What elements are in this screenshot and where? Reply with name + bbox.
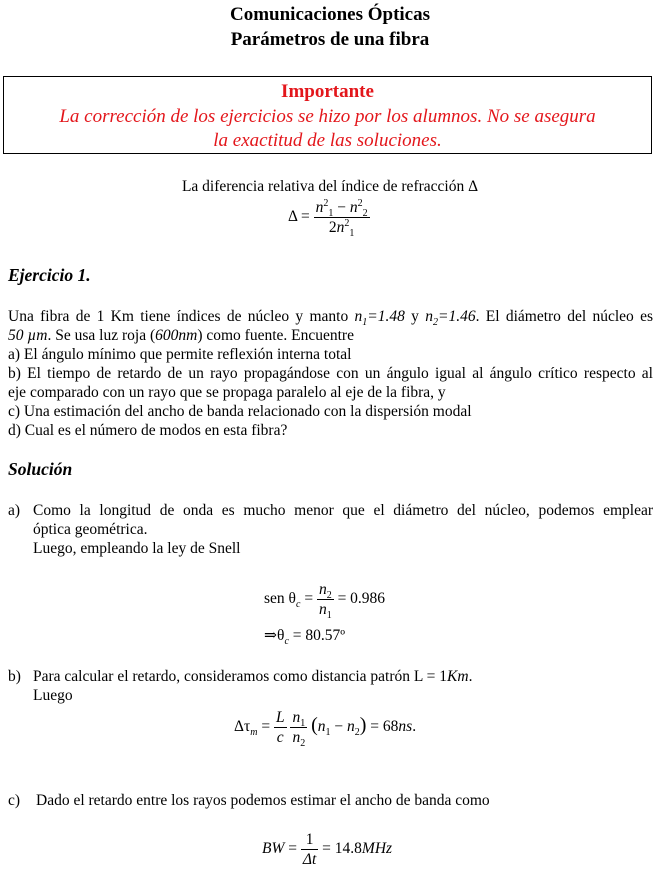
sub: 2 — [300, 738, 306, 750]
bandwidth-formula — [262, 830, 392, 869]
fraction-denominator — [274, 727, 287, 747]
sub: 1 — [349, 228, 355, 240]
text: Para calcular el retardo, consideramos como distancia patrón L = 1 — [33, 668, 448, 685]
close-paren: ) — [359, 714, 367, 737]
n-var: n — [349, 199, 358, 216]
sub: 1 — [328, 208, 334, 220]
statement-line2 — [8, 326, 653, 345]
label-a: a) — [8, 502, 21, 519]
c-var: c — [276, 729, 284, 746]
solution-b-line1 — [33, 667, 653, 686]
sub: 2 — [354, 727, 360, 739]
snell-fraction — [317, 580, 334, 622]
snell-formula — [264, 580, 386, 622]
delay-fraction-2 — [290, 708, 307, 750]
n-var: n — [336, 219, 345, 236]
n1-var: n — [354, 308, 363, 325]
bw-result: = 14.8 — [322, 840, 362, 858]
snell-denominator — [317, 600, 334, 622]
n2-var: n — [425, 308, 433, 325]
sub: 1 — [300, 718, 306, 730]
label-c: c) — [8, 792, 21, 809]
dt-var: Δt — [302, 851, 317, 868]
sub: 2 — [326, 590, 332, 602]
n-var: n — [292, 729, 301, 746]
n-var: n — [318, 581, 327, 598]
n-var: n — [315, 199, 324, 216]
delta-denominator — [314, 217, 370, 240]
solution-c-line1: Dado el retardo entre los rayos podemos estimar el ancho de banda como — [36, 792, 490, 809]
minus: − — [337, 199, 346, 216]
sub: 1 — [325, 727, 331, 739]
fraction-denominator — [301, 850, 318, 869]
n2-value: =1.46 — [437, 308, 476, 325]
sub: 2 — [432, 317, 438, 329]
notice-text-line2: la exactitud de las soluciones. — [213, 130, 442, 151]
km-unit: Km — [447, 668, 469, 685]
diameter-value: 50 — [8, 327, 28, 344]
delay-formula — [234, 708, 417, 750]
minus: − — [334, 718, 344, 736]
equals-sign: = — [261, 718, 271, 736]
solution-heading: Solución — [8, 459, 73, 479]
equals-sign: = — [288, 840, 298, 858]
solution-a-line1: Como la longitud de onda es mucho menor que el diámetro del núcleo, podemos emplear — [33, 502, 653, 519]
exercise-statement — [8, 307, 653, 440]
snell-result: = 0.986 — [337, 590, 386, 608]
angle-value: = 80.57º — [292, 627, 346, 644]
bw-var: BW — [262, 840, 285, 858]
sub: 2 — [362, 208, 368, 220]
question-d: d) Cual es el número de modos en esta fibra? — [8, 422, 288, 439]
solution-a-line3: Luego, empleando la ley de Snell — [33, 540, 241, 557]
definition-intro: La diferencia relativa del índice de refracción Δ — [181, 178, 479, 195]
notice-box — [3, 76, 652, 154]
delta-symbol: Δ — [288, 208, 298, 226]
sub: 1 — [362, 317, 368, 329]
notice-heading: Importante — [281, 81, 374, 102]
delta-tau: Δτ — [234, 718, 251, 736]
theta: θ — [277, 627, 285, 644]
solution-b — [8, 667, 653, 705]
text: ) como fuente. Encuentre — [197, 327, 354, 344]
sub: 1 — [326, 610, 332, 622]
text: . — [412, 718, 417, 736]
sub: c — [284, 636, 289, 648]
text: . Se usa luz roja ( — [47, 327, 156, 344]
delta-numerator — [314, 198, 370, 218]
question-b-cont: eje comparado con un rayo que se propaga paralelo al eje de la fibra, y — [8, 384, 446, 401]
sen: sen — [264, 590, 285, 608]
mhz-unit: MHz — [361, 840, 393, 858]
equals-sign: = — [304, 590, 314, 608]
n-var: n — [292, 709, 301, 726]
label-b: b) — [8, 668, 21, 685]
wavelength-value: 600nm — [155, 327, 198, 344]
question-a: a) El ángulo mínimo que permite reflexión interna total — [8, 346, 352, 363]
sub: m — [250, 727, 258, 739]
sub: c — [295, 599, 301, 611]
sup: 2 — [344, 217, 350, 229]
notice-text-line1: La corrección de los ejercicios se hizo por los alumnos. No se asegura — [59, 106, 596, 127]
L-var: L — [275, 709, 285, 726]
solution-b-line2: Luego — [33, 687, 73, 704]
fraction-denominator — [290, 728, 307, 750]
fraction-numerator — [274, 708, 287, 727]
n-var: n — [346, 718, 355, 736]
question-c: c) Una estimación del ancho de banda relacionado con la dispersión modal — [8, 403, 472, 420]
n-var: n — [318, 601, 327, 618]
text: . El diámetro del núcleo es — [475, 308, 654, 325]
n1-value: =1.48 — [367, 308, 405, 325]
fraction-numerator: 1 — [301, 830, 318, 850]
delay-result: = 68 — [370, 718, 399, 736]
n-var: n — [317, 718, 326, 736]
sup: 2 — [357, 197, 363, 209]
exercise-heading: Ejercicio 1. — [8, 265, 91, 285]
critical-angle — [264, 626, 346, 648]
micron-unit: µm — [27, 327, 48, 344]
solution-a-line2: óptica geométrica. — [33, 521, 148, 538]
text: Una fibra de 1 Km tiene índices de núcleo y manto — [8, 308, 355, 325]
delta-formula — [288, 197, 370, 240]
page-subtitle: Parámetros de una fibra — [230, 29, 430, 50]
equals-sign: = — [301, 208, 310, 226]
ns-unit: ns — [398, 718, 413, 736]
open-paren: ( — [311, 714, 318, 737]
implies-symbol: ⇒ — [264, 627, 277, 644]
theta: θ — [288, 590, 296, 608]
page-title: Comunicaciones Ópticas — [229, 4, 431, 25]
sup: 2 — [323, 197, 329, 209]
bw-fraction — [301, 830, 318, 869]
two: 2 — [328, 219, 337, 236]
solution-a — [8, 501, 653, 558]
statement-line1 — [8, 307, 654, 329]
question-b: b) El tiempo de retardo de un rayo propagándose con un ángulo igual al ángulo crítico respecto al — [8, 365, 653, 382]
solution-c — [8, 791, 653, 810]
delta-fraction — [314, 197, 370, 240]
text: y — [404, 308, 426, 325]
text: . — [468, 668, 473, 685]
snell-numerator — [317, 580, 334, 600]
fraction-numerator — [290, 708, 307, 728]
delay-fraction-1 — [274, 708, 287, 747]
